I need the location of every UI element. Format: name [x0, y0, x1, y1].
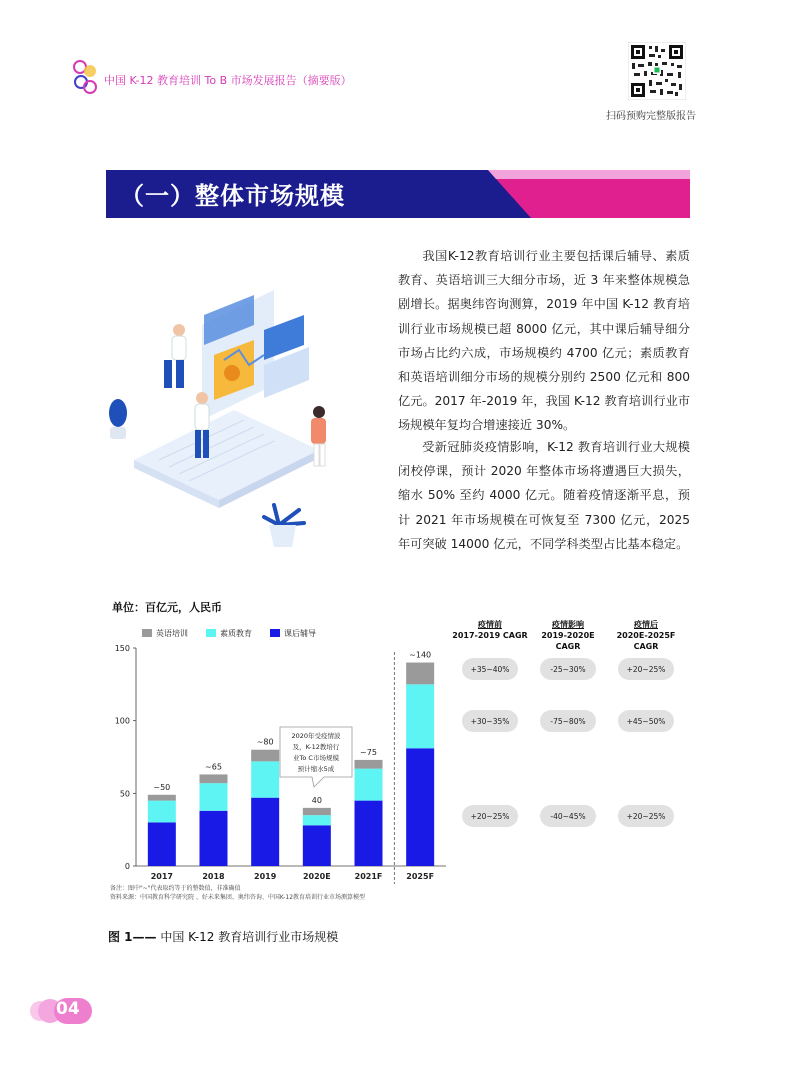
- bar-segment: [303, 825, 331, 866]
- bar-segment: [251, 761, 279, 797]
- cagr-value-pill: +45~50%: [618, 710, 674, 732]
- cagr-header-period: 2019-2020E CAGR: [541, 631, 595, 651]
- cagr-value-pill: +35~40%: [462, 658, 518, 680]
- x-tick-label: 2019: [254, 872, 277, 881]
- y-tick-label: 100: [114, 716, 130, 726]
- y-tick-label: 150: [114, 644, 130, 653]
- bar-segment: [355, 760, 383, 769]
- page-number: 04: [56, 999, 80, 1019]
- cagr-header: [530, 619, 606, 652]
- legend-label: 英语培训: [156, 629, 188, 638]
- cagr-header: [452, 619, 528, 641]
- qr-caption: 扫码预购完整版报告: [606, 111, 696, 122]
- bar-segment: [251, 750, 279, 762]
- bar-total-label: 40: [311, 795, 322, 805]
- cagr-value-pill: +20~25%: [462, 805, 518, 827]
- cagr-value-pill: -75~80%: [540, 710, 596, 732]
- cagr-header-period: 2020E-2025F CAGR: [616, 631, 676, 651]
- cagr-header-title: 疫情后: [634, 620, 658, 629]
- cagr-value-pill: +20~25%: [618, 805, 674, 827]
- y-tick-label: 0: [124, 862, 130, 871]
- x-tick-label: 2020E: [302, 872, 331, 881]
- bar-segment: [148, 801, 176, 823]
- report-header-title: 中国 K-12 教育培训 To B 市场发展报告（摘要版）: [104, 74, 352, 87]
- bar-segment: [406, 684, 434, 748]
- figure-caption: [108, 928, 338, 945]
- report-year-logo: [72, 58, 98, 94]
- bar-segment: [303, 808, 331, 815]
- illustration-laptop-people: [104, 285, 342, 555]
- bar-segment: [200, 811, 228, 866]
- cagr-value-pill: +30~35%: [462, 710, 518, 732]
- body-paragraph-2: 受新冠肺炎疫情影响，K-12 教育培训行业大规模闭校停课，预计 2020 年整体市场将遭遇巨大损失，缩水 50% 至约 4000 亿元。随着疫情逐渐平息，预计 2021 年市场规模在可恢复至 7300 亿元，2025 年可突破 14000 亿元，不同学科类型占比基本稳定。: [398, 440, 690, 551]
- cagr-value-pill: -25~30%: [540, 658, 596, 680]
- bar-segment: [148, 795, 176, 801]
- bar-segment: [406, 748, 434, 866]
- annotation-line: 预计缩水5成: [297, 765, 335, 773]
- x-tick-label: 2017: [150, 872, 173, 881]
- chart-unit-label: 单位：百亿元，人民币: [112, 601, 222, 614]
- annotation-line: 2020年受疫情波: [291, 732, 341, 740]
- figure-caption-text: 中国 K-12 教育培训行业市场规模: [160, 930, 339, 944]
- bar-total-label: ~140: [409, 650, 432, 660]
- cagr-header-period: 2017-2019 CAGR: [452, 631, 528, 640]
- cagr-value-pill: +20~25%: [618, 658, 674, 680]
- bar-segment: [251, 798, 279, 866]
- bar-segment: [355, 801, 383, 866]
- qr-code-icon[interactable]: [628, 42, 686, 100]
- legend-swatch: [206, 629, 216, 637]
- bar-total-label: ~75: [360, 747, 377, 757]
- x-tick-label: 2021F: [354, 872, 383, 881]
- bar-segment: [148, 822, 176, 866]
- y-tick-label: 50: [119, 789, 130, 799]
- bar-segment: [406, 663, 434, 685]
- bar-total-label: ~65: [205, 762, 222, 772]
- bar-segment: [355, 769, 383, 801]
- cagr-header: [608, 619, 684, 652]
- x-tick-label: 2018: [202, 872, 225, 881]
- chart-note-remark: 备注：图中"~"代表取约等于的整数值，非准确值: [110, 885, 241, 892]
- legend-label: 课后辅导: [284, 629, 316, 638]
- bar-segment: [303, 815, 331, 825]
- x-tick-label: 2025F: [406, 872, 435, 881]
- chart-note-source: 资料来源：中国教育科学研究院 、好未来集团、奥纬咨询、中国K-12教育培训行业市场测算模型: [110, 894, 366, 901]
- market-size-chart: [108, 620, 448, 890]
- legend-swatch: [142, 629, 152, 637]
- cagr-header-title: 疫情影响: [552, 620, 584, 629]
- section-title: （一）整体市场规模: [120, 182, 345, 210]
- legend-swatch: [270, 629, 280, 637]
- bar-total-label: ~80: [256, 737, 274, 747]
- bar-segment: [200, 774, 228, 783]
- bar-total-label: ~50: [153, 782, 171, 792]
- figure-caption-prefix: 图 1——: [108, 930, 157, 944]
- chart-notes: [110, 884, 365, 902]
- cagr-value-pill: -40~45%: [540, 805, 596, 827]
- cagr-header-title: 疫情前: [478, 620, 502, 629]
- bar-segment: [200, 783, 228, 811]
- annotation-line: 业To C市场规模: [293, 754, 339, 762]
- legend-label: 素质教育: [220, 629, 252, 638]
- annotation-line: 及，K-12教培行: [292, 743, 340, 751]
- body-paragraph-1: 我国K-12教育培训行业主要包括课后辅导、素质教育、英语培训三大细分市场，近 3 年来整体规模急剧增长。据奥纬咨询测算，2019 年中国 K-12 教育培训行业市场规模已超 8000 亿元，其中课后辅导细分市场占比约六成，市场规模约 4700 亿元；素质教育和英语培训细分市场的规模分别约 2500 亿元和 800 亿元。2017 年-2019 年，我国 K-12 教育培训行业市场规模年复均合增速接近 30%。: [398, 249, 690, 433]
